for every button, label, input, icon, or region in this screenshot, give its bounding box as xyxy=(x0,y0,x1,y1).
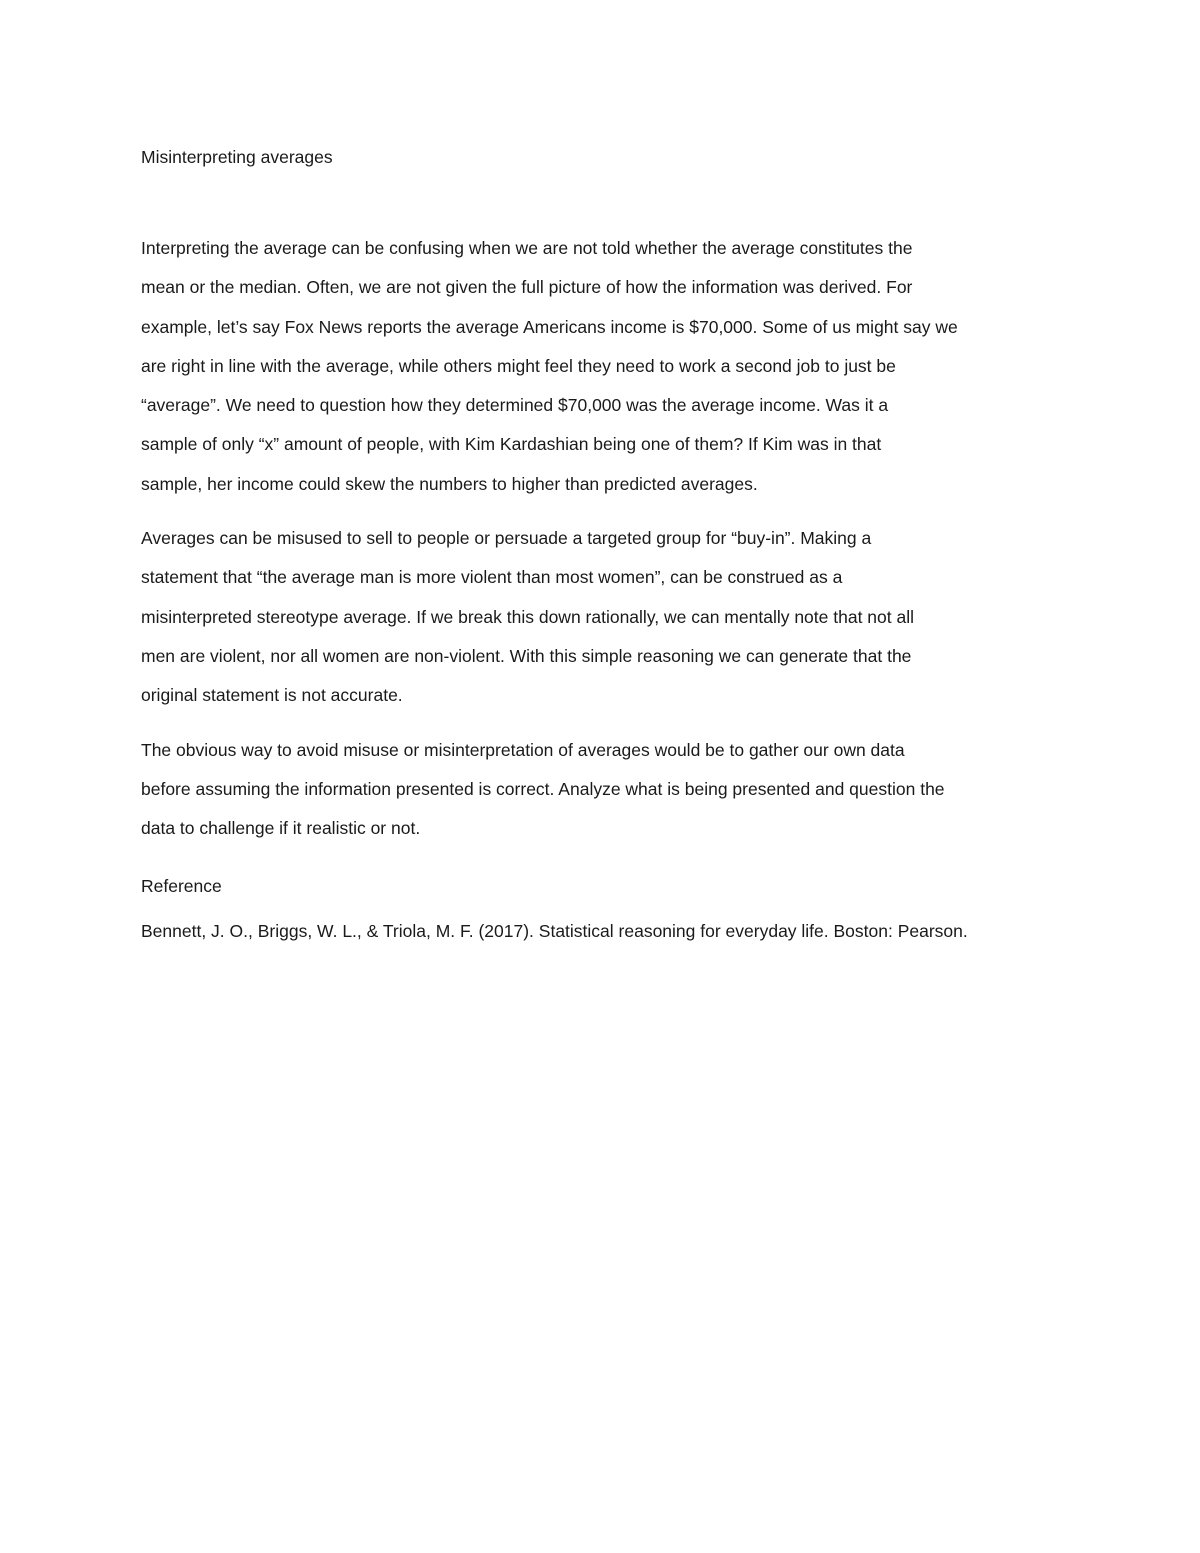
paragraph-line: mean or the median. Often, we are not given the full picture of how the information was derived. For xyxy=(141,277,913,298)
paragraph-line: misinterpreted stereotype average. If we break this down rationally, we can mentally note that not all xyxy=(141,606,914,627)
paragraph-line: Averages can be misused to sell to people or persuade a targeted group for “buy-in”. Making a xyxy=(141,528,872,549)
paragraph-line: sample of only “x” amount of people, with Kim Kardashian being one of them? If Kim was in that xyxy=(141,434,882,455)
document-body xyxy=(141,143,1071,945)
reference-entry: Bennett, J. O., Briggs, W. L., & Triola, M. F. (2017). Statistical reasoning for everyday life. Boston: Pearson. xyxy=(141,921,968,942)
paragraph-line: Interpreting the average can be confusing when we are not told whether the average constitutes the xyxy=(141,238,913,258)
paragraph-3 xyxy=(141,731,1071,849)
paragraph-line: are right in line with the average, while others might feel they need to work a second job to just be xyxy=(141,355,896,376)
paragraph-line: men are violent, nor all women are non-violent. With this simple reasoning we can generate that the xyxy=(141,645,912,666)
paragraph-1 xyxy=(141,229,1071,504)
paragraph-line: example, let’s say Fox News reports the average Americans income is $70,000. Some of us might say we xyxy=(141,316,958,337)
reference-heading: Reference xyxy=(141,876,222,897)
paragraph-line: original statement is not accurate. xyxy=(141,685,403,706)
document-title: Misinterpreting averages xyxy=(141,147,333,167)
paragraph-line: data to challenge if it realistic or not. xyxy=(141,818,421,839)
paragraph-line: “average”. We need to question how they determined $70,000 was the average income. Was it a xyxy=(141,395,889,416)
paragraph-line: before assuming the information presented is correct. Analyze what is being presented and question the xyxy=(141,778,945,799)
paragraph-line: statement that “the average man is more violent than most women”, can be construed as a xyxy=(141,567,843,588)
paragraph-line: The obvious way to avoid misuse or misinterpretation of averages would be to gather our own data xyxy=(141,739,905,760)
paragraph-2 xyxy=(141,519,1071,715)
paragraph-line: sample, her income could skew the numbers to higher than predicted averages. xyxy=(141,473,758,494)
